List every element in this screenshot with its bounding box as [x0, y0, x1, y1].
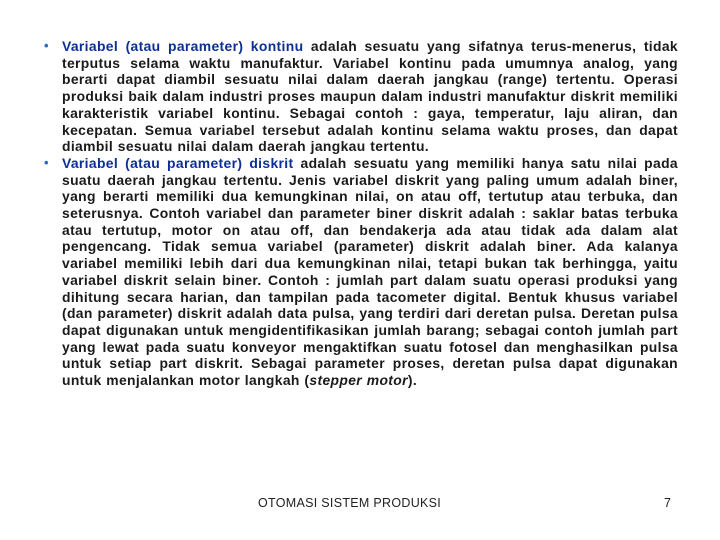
- page-number: 7: [664, 496, 671, 510]
- continuous-variable-text: adalah sesuatu yang sifatnya terus-menerus, tidak terputus selama waktu manufaktur. Variabel kontinu pada umumnya analog, yang berarti dapat diambil sesuatu nilai dalam daerah jangkau (range) tertentu. Operasi produksi baik dalam industri proses maupun dalam industri manufaktur diskrit memiliki karakteristik variabel kontinu. Sebagai contoh : gaya, temperatur, laju aliran, dan kecepatan. Semua variabel tersebut adalah kontinu selama waktu proses, dan dapat diambil sesuatu nilai dalam daerah jangkau tertentu.: [62, 38, 678, 155]
- slide-content: [42, 38, 678, 389]
- bullet-continuous-variable: [42, 38, 678, 155]
- bullet-icon: •: [44, 154, 49, 170]
- bullet-discrete-variable: [42, 155, 678, 389]
- stepper-motor-emphasis: stepper motor: [309, 372, 408, 389]
- discrete-variable-text: adalah sesuatu yang memiliki hanya satu nilai pada suatu daerah jangkau tertentu. Jenis variabel diskrit yang paling umum adalah biner, yang berarti memiliki dua kemungkinan nilai, on atau off, tertutup atau terbuka, dan seterusnya. Contoh variabel dan parameter biner diskrit adalah : saklar batas terbuka atau tertutup, motor on atau off, dan bendakerja ada atau tidak ada dalam alat pengencang. Tidak semua variabel (parameter) diskrit adalah biner. Ada kalanya variabel memiliki lebih dari dua kemungkinan nilai, tetapi bukan tak berhingga, yaitu variabel diskrit selain biner. Contoh : jumlah part dalam suatu operasi produksi yang dihitung secara harian, dan tampilan pada tacometer digital. Bentuk khusus variabel (dan parameter) diskrit adalah data pulsa, yang terdiri dari deretan pulsa. Deretan pulsa dapat digunakan untuk mengidentifikasikan jumlah barang; sebagai contoh jumlah part yang lewat pada suatu konveyor mengaktifkan suatu fotosel dan menghasilkan pulsa untuk setiap part diskrit. Sebagai parameter proses, deretan pulsa dapat digunakan untuk menjalankan motor langkah (: [62, 154, 678, 389]
- footer-title: OTOMASI SISTEM PRODUKSI: [258, 496, 442, 510]
- bullet-icon: •: [44, 38, 49, 53]
- term-discrete-variable: Variabel (atau parameter) diskrit: [62, 154, 294, 171]
- term-continuous-variable: Variabel (atau parameter) kontinu: [62, 38, 304, 54]
- discrete-variable-tail: ).: [407, 372, 418, 389]
